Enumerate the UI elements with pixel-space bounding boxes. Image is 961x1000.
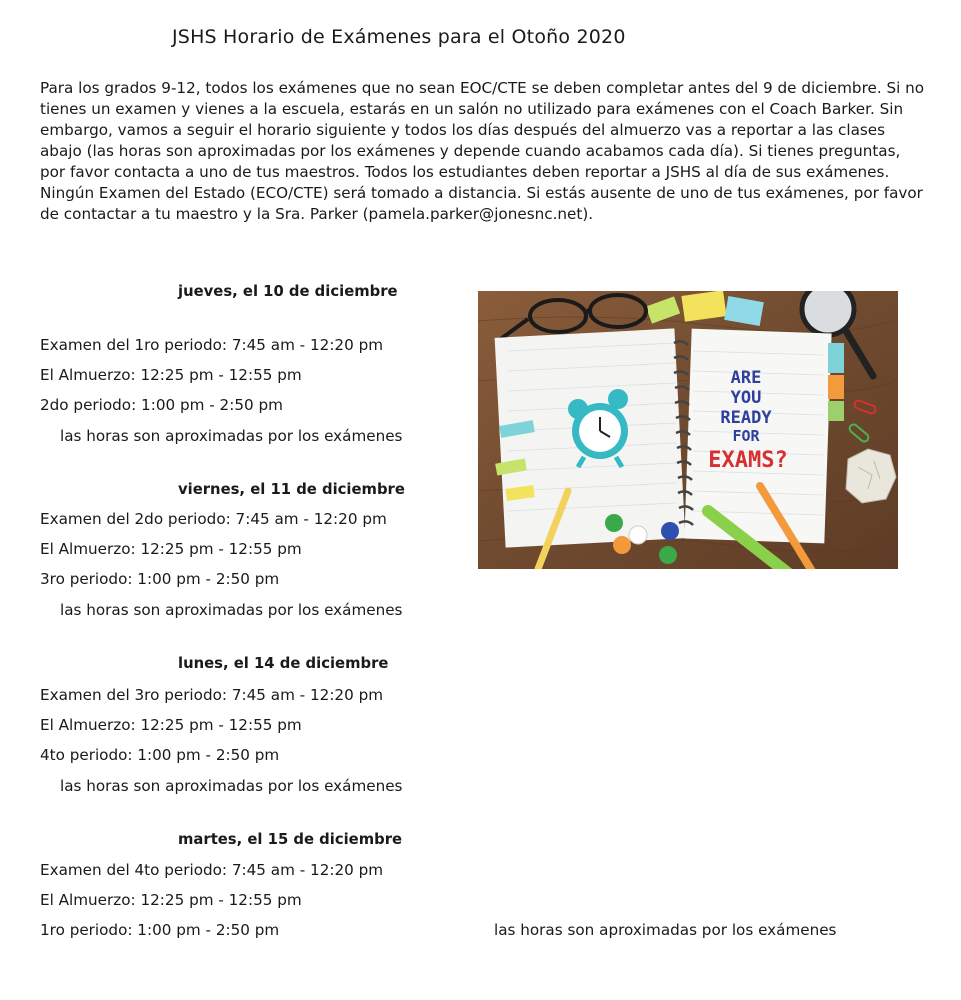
photo-text-line: YOU (730, 388, 762, 408)
schedule-note: las horas son aproximadas por los exámenes (60, 777, 403, 795)
intro-paragraph (40, 78, 930, 225)
schedule-line: 4to periodo: 1:00 pm - 2:50 pm (40, 746, 280, 764)
schedule-note: las horas son aproximadas por los exámenes (494, 921, 837, 939)
photo-text-line: ARE (730, 368, 762, 388)
tab-marker (828, 401, 844, 421)
tab-marker (828, 375, 844, 399)
photo-text-line: READY (720, 408, 772, 428)
photo-text-line: EXAMS? (708, 448, 788, 473)
photo-text-line: FOR (732, 427, 760, 445)
schedule-line: El Almuerzo: 12:25 pm - 12:55 pm (40, 891, 302, 909)
day-title-4: martes, el 15 de diciembre (178, 831, 403, 848)
schedule-line: Examen del 2do periodo: 7:45 am - 12:20 pm (40, 510, 387, 528)
schedule-line: El Almuerzo: 12:25 pm - 12:55 pm (40, 716, 302, 734)
schedule-line: 1ro periodo: 1:00 pm - 2:50 pm (40, 921, 280, 939)
schedule-note: las horas son aproximadas por los exámenes (60, 601, 403, 619)
schedule-line: El Almuerzo: 12:25 pm - 12:55 pm (40, 366, 302, 384)
schedule-line: Examen del 4to periodo: 7:45 am - 12:20 pm (40, 861, 384, 879)
schedule-line: 2do periodo: 1:00 pm - 2:50 pm (40, 396, 283, 414)
intro-text: Para los grados 9-12, todos los exámenes que no sean EOC/CTE se deben completar antes del 9 de diciembre. Si no tienes un examen y vienes a la escuela, estarás en un salón no utilizado para exámenes con el Coach Barker. Sin embargo, vamos a seguir el horario siguiente y todos los días después del almuerzo vas a reportar a las clases abajo (las horas son aproximadas por los exámenes y depende cuando acabamos cada día). Si tienes preguntas, por favor contacta a uno de tus maestros. Todos los estudiantes deben reportar a JSHS al día de sus exámenes. Ningún Examen del Estado (ECO/CTE) será tomado a distancia. Si estás ausente de uno de tus exámenes, por favor de contactar a tu maestro y la Sra. Parker (pamela.parker@jonesnc.net). (40, 79, 925, 223)
schedule-line: Examen del 1ro periodo: 7:45 am - 12:20 pm (40, 336, 384, 354)
day-title-1: jueves, el 10 de diciembre (178, 283, 398, 300)
schedule-line: El Almuerzo: 12:25 pm - 12:55 pm (40, 540, 302, 558)
day-title-3: lunes, el 14 de diciembre (178, 655, 389, 672)
day-title-2: viernes, el 11 de diciembre (178, 481, 405, 498)
schedule-note: las horas son aproximadas por los exámenes (60, 427, 403, 445)
schedule-line: Examen del 3ro periodo: 7:45 am - 12:20 pm (40, 686, 384, 704)
exam-photo (478, 291, 898, 569)
page-title: JSHS Horario de Exámenes para el Otoño 2020 (172, 26, 626, 48)
exam-photo-illustration (478, 291, 898, 569)
schedule-line: 3ro periodo: 1:00 pm - 2:50 pm (40, 570, 280, 588)
tab-marker (828, 343, 844, 373)
